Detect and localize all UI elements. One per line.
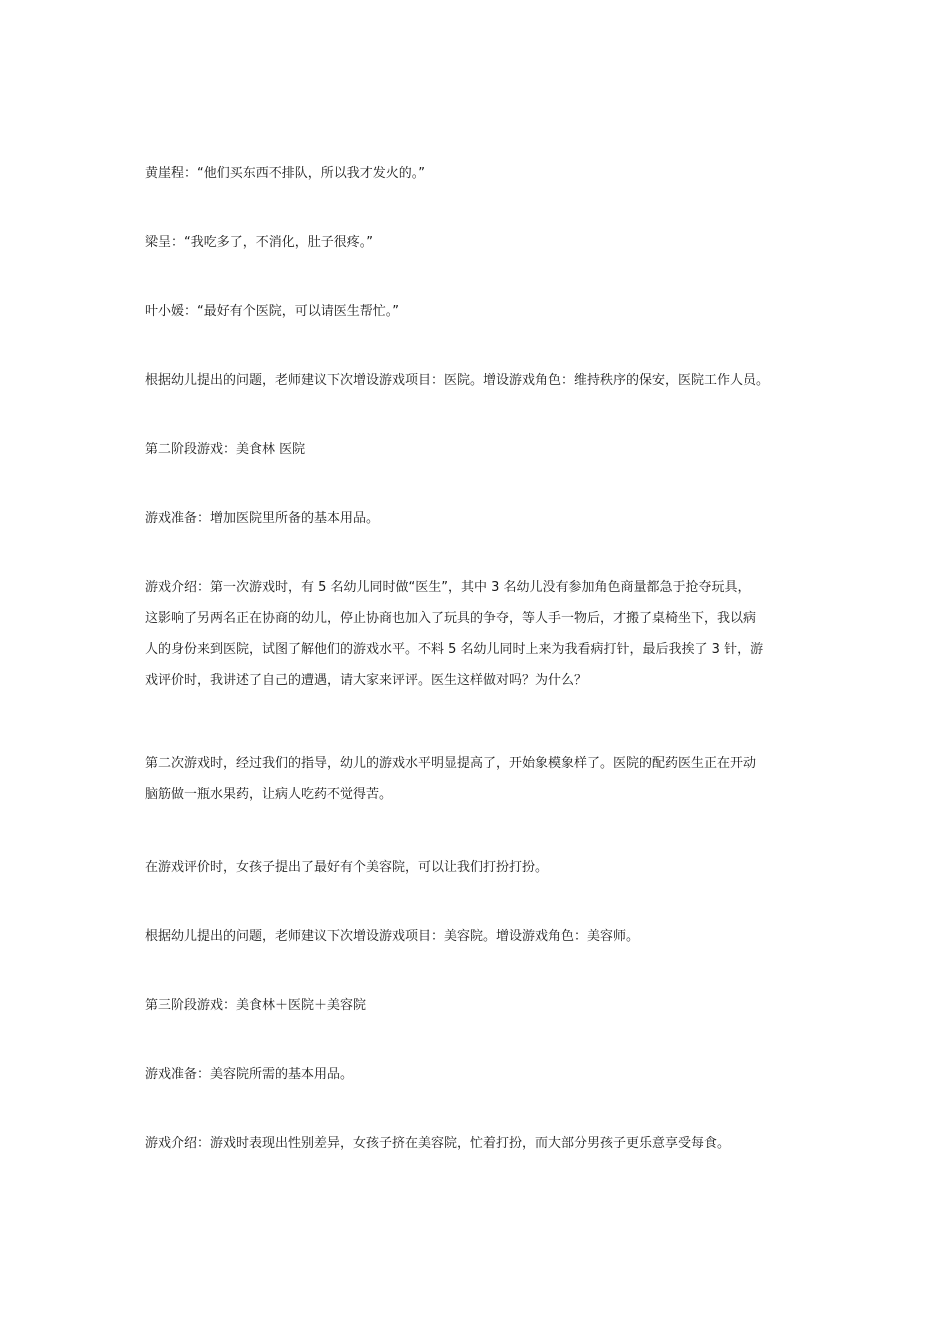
text-line: 叶小媛：“最好有个医院，可以请医生帮忙。” <box>145 304 399 319</box>
text-line: 人的身份来到医院，试图了解他们的游戏水平。不料 5 名幼儿同时上来为我看病打针，最后我挨了 3 针，游 <box>145 642 764 657</box>
dialogue-ye <box>145 296 815 327</box>
stage-three-preparation <box>145 1059 815 1090</box>
stage-two-heading <box>145 434 815 465</box>
text-line: 第三阶段游戏：美食林＋医院＋美容院 <box>145 998 367 1013</box>
text-line: 脑筋做一瓶水果药，让病人吃药不觉得苦。 <box>145 787 393 802</box>
text-line: 戏评价时，我讲述了自己的遭遇，请大家来评评。医生这样做对吗？为什么？ <box>145 673 588 688</box>
text-line: 在游戏评价时，女孩子提出了最好有个美容院，可以让我们打扮打扮。 <box>145 860 549 875</box>
stage-three-introduction <box>145 1128 815 1159</box>
stage-two-preparation <box>145 503 815 534</box>
teacher-suggestion-hospital <box>145 365 815 396</box>
text-line: 游戏准备：美容院所需的基本用品。 <box>145 1067 354 1082</box>
text-line: 游戏介绍：第一次游戏时，有 5 名幼儿同时做“医生”，其中 3 名幼儿没有参加角色商量都急于抢夺玩具， <box>145 580 751 595</box>
dialogue-huang <box>145 158 815 189</box>
text-line: 游戏介绍：游戏时表现出性别差异，女孩子挤在美容院，忙着打扮，而大部分男孩子更乐意享受每食。 <box>145 1136 731 1151</box>
dialogue-liang <box>145 227 815 258</box>
text-line: 根据幼儿提出的问题，老师建议下次增设游戏项目：医院。增设游戏角色：维持秩序的保安，医院工作人员。 <box>145 373 770 388</box>
text-line: 根据幼儿提出的问题，老师建议下次增设游戏项目：美容院。增设游戏角色：美容师。 <box>145 929 640 944</box>
text-line: 第二次游戏时，经过我们的指导，幼儿的游戏水平明显提高了，开始象模象样了。医院的配药医生正在开动 <box>145 756 757 771</box>
text-line: 第二阶段游戏：美食林 医院 <box>145 442 306 457</box>
text-line: 梁呈：“我吃多了，不消化，肚子很疼。” <box>145 235 373 250</box>
text-line: 这影响了另两名正在协商的幼儿，停止协商也加入了玩具的争夺，等人手一物后，才搬了桌椅坐下，我以病 <box>145 611 757 626</box>
text-line: 黄崖程：“他们买东西不排队，所以我才发火的。” <box>145 166 425 181</box>
stage-three-heading <box>145 990 815 1021</box>
stage-two-introduction <box>145 572 815 696</box>
text-line: 游戏准备：增加医院里所备的基本用品。 <box>145 511 380 526</box>
teacher-suggestion-salon <box>145 921 815 952</box>
second-game-paragraph <box>145 748 815 810</box>
game-evaluation-paragraph <box>145 852 815 883</box>
